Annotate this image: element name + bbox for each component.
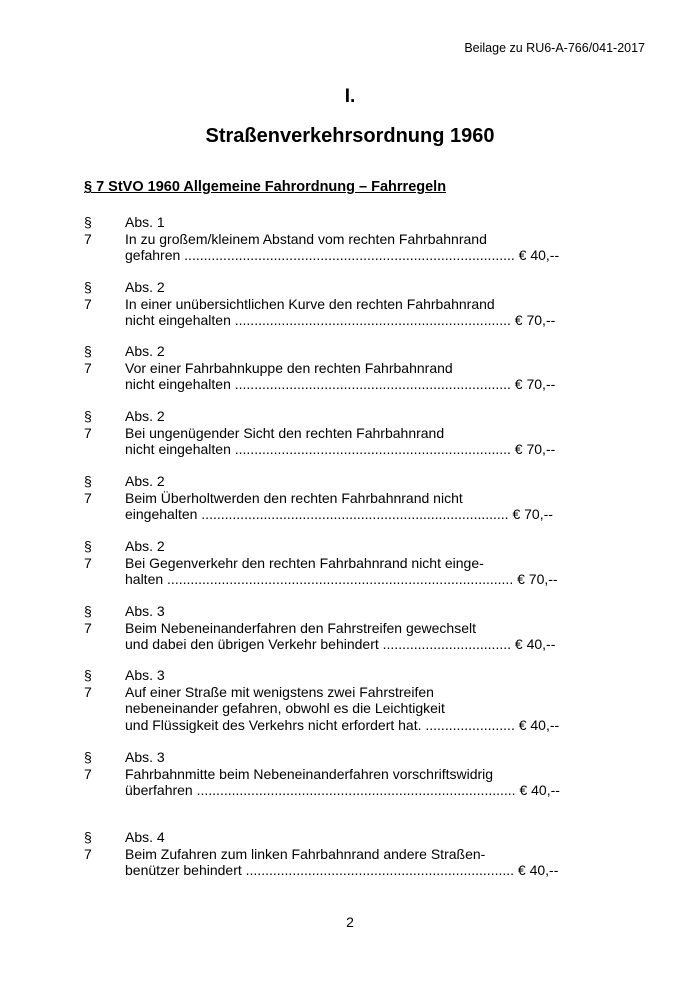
subsection-label: Abs. 2 bbox=[125, 538, 165, 554]
subsection-label: Abs. 4 bbox=[125, 829, 165, 845]
entry-text-line: nebeneinander gefahren, obwohl es die Leichtigkeit bbox=[125, 700, 445, 716]
paragraph-label: § 7 bbox=[84, 749, 92, 782]
entry-text-line: Beim Zufahren zum linken Fahrbahnrand andere Straßen- bbox=[125, 845, 486, 862]
paragraph-label: § 7 bbox=[84, 603, 92, 636]
subsection-label: Abs. 2 bbox=[125, 279, 165, 295]
paragraph-label: § 7 bbox=[84, 279, 92, 312]
entry-text-line: überfahren .................................................................................. € 40,-- bbox=[125, 782, 560, 798]
paragraph-label: § 7 bbox=[84, 343, 92, 376]
entry-text-line: eingehalten ............................................................................... € 70,-- bbox=[125, 506, 553, 522]
subsection-label: Abs. 3 bbox=[125, 667, 165, 683]
entry-text-line: In zu großem/kleinem Abstand vom rechten Fahrbahnrand bbox=[125, 230, 487, 247]
paragraph-label: § 7 bbox=[84, 214, 92, 247]
entry-text-line: nicht eingehalten ....................................................................... € 70,-- bbox=[125, 312, 556, 328]
paragraph-label: § 7 bbox=[84, 473, 92, 506]
entry-text-line: und Flüssigkeit des Verkehrs nicht erfordert hat. ....................... € 40,-- bbox=[125, 716, 560, 733]
entry-text-line: halten ......................................................................................... € 70,-- bbox=[125, 571, 558, 587]
paragraph-label: § 7 bbox=[84, 829, 92, 862]
paragraph-label: § 7 bbox=[84, 408, 92, 441]
document-reference: Beilage zu RU6-A-766/041-2017 bbox=[464, 41, 645, 55]
subsection-label: Abs. 2 bbox=[125, 408, 165, 424]
page-number: 2 bbox=[346, 914, 354, 930]
entry-text-line: In einer unübersichtlichen Kurve den rechten Fahrbahnrand bbox=[125, 295, 495, 312]
entry-text-line: Vor einer Fahrbahnkuppe den rechten Fahrbahnrand bbox=[125, 359, 453, 376]
chapter-number: I. bbox=[344, 86, 356, 107]
page-title: Straßenverkehrsordnung 1960 bbox=[205, 125, 495, 147]
entry-text-line: Auf einer Straße mit wenigstens zwei Fahrstreifen bbox=[125, 683, 434, 700]
subsection-label: Abs. 3 bbox=[125, 603, 165, 619]
subsection-label: Abs. 2 bbox=[125, 473, 165, 489]
entry-text-line: Beim Überholtwerden den rechten Fahrbahnrand nicht bbox=[125, 489, 463, 506]
paragraph-label: § 7 bbox=[84, 667, 92, 700]
paragraph-label: § 7 bbox=[84, 538, 92, 571]
subsection-label: Abs. 1 bbox=[125, 214, 165, 230]
entry-text-line: benützer behindert ..................................................................... € 40,-- bbox=[125, 862, 559, 878]
entry-text-line: gefahren ..................................................................................... € 40,-- bbox=[125, 247, 560, 263]
subsection-label: Abs. 3 bbox=[125, 749, 165, 765]
entry-text-line: und dabei den übrigen Verkehr behindert ................................. € 40,-- bbox=[125, 636, 556, 652]
section-heading: § 7 StVO 1960 Allgemeine Fahrordnung – Fahrregeln bbox=[84, 179, 447, 195]
entry-text-line: nicht eingehalten ....................................................................... € 70,-- bbox=[125, 441, 556, 457]
subsection-label: Abs. 2 bbox=[125, 343, 165, 359]
entry-text-line: Bei ungenügender Sicht den rechten Fahrbahnrand bbox=[125, 424, 445, 441]
entry-text-line: Bei Gegenverkehr den rechten Fahrbahnrand nicht einge- bbox=[125, 554, 484, 571]
entry-text-line: Beim Nebeneinanderfahren den Fahrstreifen gewechselt bbox=[125, 619, 476, 636]
entry-text-line: Fahrbahnmitte beim Nebeneinanderfahren vorschriftswidrig bbox=[125, 765, 494, 782]
entry-text-line: nicht eingehalten ....................................................................... € 70,-- bbox=[125, 376, 556, 392]
